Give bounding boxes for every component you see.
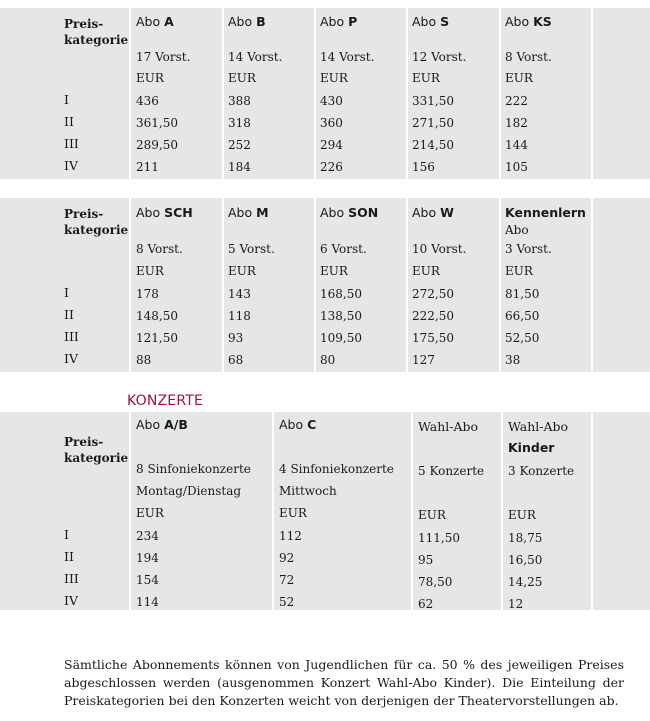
column-header-wahl-abo: Wahl-Abo bbox=[418, 419, 479, 434]
price-cell: 111,50 bbox=[418, 531, 460, 545]
column-divider bbox=[406, 8, 408, 179]
price-cell: 143 bbox=[228, 287, 251, 301]
price-cell: 88 bbox=[136, 353, 152, 367]
price-cell: 38 bbox=[505, 353, 521, 367]
price-cell: 118 bbox=[228, 309, 251, 323]
category-header bbox=[64, 16, 128, 48]
row-label: I bbox=[64, 285, 69, 300]
column-header-abo-s: Abo S bbox=[412, 14, 450, 29]
currency-label: EUR bbox=[508, 508, 536, 522]
footnote: Sämtliche Abonnements können von Jugendlichen für ca. 50 % des jeweiligen Preises abgeschlossen werden (ausgenommen Konzert Wahl-Abo Kinder). Die Einteilung der Preiskategorien bei den Konzerten weicht von derjenigen der Theatervorstellungen ab. bbox=[64, 657, 624, 708]
column-divider bbox=[591, 8, 593, 179]
currency-label: EUR bbox=[228, 264, 256, 278]
row-label: II bbox=[64, 549, 74, 564]
column-header-abo-son: Abo SON bbox=[320, 205, 379, 220]
column-divider bbox=[129, 198, 131, 372]
price-cell: 156 bbox=[412, 160, 435, 174]
performance-count: 14 Vorst. bbox=[320, 50, 375, 64]
concert-description: Mittwoch bbox=[279, 484, 337, 498]
column-divider bbox=[499, 8, 501, 179]
performance-count: 10 Vorst. bbox=[412, 242, 467, 256]
row-label: I bbox=[64, 527, 69, 542]
price-cell: 80 bbox=[320, 353, 336, 367]
category-label-line1: Preis- bbox=[64, 207, 104, 221]
column-divider bbox=[406, 198, 408, 372]
price-cell: 211 bbox=[136, 160, 159, 174]
price-cell: 95 bbox=[418, 553, 434, 567]
column-header-kennenlern-abo bbox=[505, 206, 586, 220]
column-divider bbox=[314, 8, 316, 179]
category-header bbox=[64, 206, 128, 238]
price-cell: 112 bbox=[279, 529, 302, 543]
column-header-abo-m: Abo M bbox=[228, 205, 269, 220]
performance-count: 14 Vorst. bbox=[228, 50, 283, 64]
price-cell: 154 bbox=[136, 573, 159, 587]
price-cell: 234 bbox=[136, 529, 159, 543]
column-divider bbox=[222, 8, 224, 179]
price-cell: 222,50 bbox=[412, 309, 454, 323]
category-label-line2: kategorie bbox=[64, 223, 129, 237]
currency-label: EUR bbox=[320, 264, 348, 278]
column-header-abo-b: Abo B bbox=[228, 14, 266, 29]
price-cell: 92 bbox=[279, 551, 295, 565]
performance-count: 6 Vorst. bbox=[320, 242, 367, 256]
price-cell: 184 bbox=[228, 160, 251, 174]
column-divider bbox=[501, 412, 503, 610]
price-cell: 138,50 bbox=[320, 309, 362, 323]
currency-label: EUR bbox=[136, 264, 164, 278]
price-cell: 14,25 bbox=[508, 575, 543, 589]
category-label-line1: Preis- bbox=[64, 435, 104, 449]
category-header bbox=[64, 434, 128, 466]
price-cell: 148,50 bbox=[136, 309, 178, 323]
price-cell: 72 bbox=[279, 573, 295, 587]
row-label: II bbox=[64, 114, 74, 129]
price-cell: 68 bbox=[228, 353, 244, 367]
column-header-abo-c: Abo C bbox=[279, 417, 317, 432]
row-label: III bbox=[64, 136, 79, 151]
price-cell: 360 bbox=[320, 116, 343, 130]
currency-label: EUR bbox=[136, 71, 164, 85]
price-cell: 78,50 bbox=[418, 575, 453, 589]
concert-description: Montag/Dienstag bbox=[136, 484, 242, 498]
concert-description: 4 Sinfoniekonzerte bbox=[279, 462, 394, 476]
price-table-concerts bbox=[0, 412, 650, 610]
price-cell: 18,75 bbox=[508, 531, 543, 545]
column-header-wahl-abo-kinder: Wahl-Abo bbox=[508, 419, 569, 434]
price-cell: 114 bbox=[136, 595, 159, 609]
row-label: III bbox=[64, 571, 79, 586]
kennenlern-label: Kennenlern bbox=[505, 205, 586, 220]
price-cell: 81,50 bbox=[505, 287, 540, 301]
kinder-label: Kinder bbox=[508, 440, 555, 455]
row-label: IV bbox=[64, 158, 78, 173]
row-label: II bbox=[64, 307, 74, 322]
price-cell: 16,50 bbox=[508, 553, 543, 567]
price-cell: 436 bbox=[136, 94, 159, 108]
price-cell: 289,50 bbox=[136, 138, 178, 152]
currency-label: EUR bbox=[418, 508, 446, 522]
column-header-abo-w: Abo W bbox=[412, 205, 454, 220]
column-header-abo-p: Abo P bbox=[320, 14, 358, 29]
currency-label: EUR bbox=[505, 71, 533, 85]
price-cell: 52,50 bbox=[505, 331, 540, 345]
price-cell: 388 bbox=[228, 94, 251, 108]
price-cell: 62 bbox=[418, 597, 434, 611]
column-divider bbox=[129, 8, 131, 179]
row-label: IV bbox=[64, 593, 78, 608]
column-divider bbox=[591, 198, 593, 372]
currency-label: EUR bbox=[412, 71, 440, 85]
price-cell: 93 bbox=[228, 331, 244, 345]
column-divider bbox=[222, 198, 224, 372]
price-table-theatre-2 bbox=[0, 198, 650, 372]
price-cell: 318 bbox=[228, 116, 251, 130]
price-cell: 272,50 bbox=[412, 287, 454, 301]
price-cell: 271,50 bbox=[412, 116, 454, 130]
column-header-abo-ab: Abo A/B bbox=[136, 417, 188, 432]
price-cell: 178 bbox=[136, 287, 159, 301]
column-divider bbox=[499, 198, 501, 372]
performance-count: 5 Vorst. bbox=[228, 242, 275, 256]
price-cell: 127 bbox=[412, 353, 435, 367]
price-cell: 66,50 bbox=[505, 309, 540, 323]
row-label: III bbox=[64, 329, 79, 344]
row-label: IV bbox=[64, 351, 78, 366]
price-table-theatre-1 bbox=[0, 8, 650, 179]
price-cell: 194 bbox=[136, 551, 159, 565]
price-cell: 12 bbox=[508, 597, 524, 611]
column-divider bbox=[591, 412, 593, 610]
column-divider bbox=[129, 412, 131, 610]
column-divider bbox=[411, 412, 413, 610]
currency-label: EUR bbox=[412, 264, 440, 278]
column-divider bbox=[314, 198, 316, 372]
performance-count: 17 Vorst. bbox=[136, 50, 191, 64]
currency-label: EUR bbox=[505, 264, 533, 278]
price-cell: 144 bbox=[505, 138, 528, 152]
concert-description: 3 Konzerte bbox=[508, 464, 575, 478]
price-cell: 361,50 bbox=[136, 116, 178, 130]
price-cell: 168,50 bbox=[320, 287, 362, 301]
performance-count: 12 Vorst. bbox=[412, 50, 467, 64]
kennenlern-sub-label: Abo bbox=[505, 223, 529, 237]
price-cell: 121,50 bbox=[136, 331, 178, 345]
row-label: I bbox=[64, 92, 69, 107]
price-cell: 109,50 bbox=[320, 331, 362, 345]
column-divider bbox=[272, 412, 274, 610]
column-header-abo-ks: Abo KS bbox=[505, 14, 552, 29]
currency-label: EUR bbox=[279, 506, 307, 520]
performance-count: 3 Vorst. bbox=[505, 242, 552, 256]
performance-count: 8 Vorst. bbox=[136, 242, 183, 256]
price-cell: 294 bbox=[320, 138, 343, 152]
category-label-line1: Preis- bbox=[64, 17, 104, 31]
category-label-line2: kategorie bbox=[64, 33, 129, 47]
price-cell: 52 bbox=[279, 595, 295, 609]
price-cell: 214,50 bbox=[412, 138, 454, 152]
section-title-konzerte: KONZERTE bbox=[127, 393, 204, 409]
concert-description: 5 Konzerte bbox=[418, 464, 485, 478]
price-cell: 430 bbox=[320, 94, 343, 108]
price-cell: 331,50 bbox=[412, 94, 454, 108]
price-cell: 226 bbox=[320, 160, 343, 174]
concert-description: 8 Sinfoniekonzerte bbox=[136, 462, 251, 476]
column-header-abo-sch: Abo SCH bbox=[136, 205, 193, 220]
currency-label: EUR bbox=[136, 506, 164, 520]
price-cell: 175,50 bbox=[412, 331, 454, 345]
price-cell: 252 bbox=[228, 138, 251, 152]
column-header-abo-a: Abo A bbox=[136, 14, 174, 29]
price-cell: 222 bbox=[505, 94, 528, 108]
currency-label: EUR bbox=[228, 71, 256, 85]
price-cell: 105 bbox=[505, 160, 528, 174]
currency-label: EUR bbox=[320, 71, 348, 85]
performance-count: 8 Vorst. bbox=[505, 50, 552, 64]
price-cell: 182 bbox=[505, 116, 528, 130]
category-label-line2: kategorie bbox=[64, 451, 129, 465]
